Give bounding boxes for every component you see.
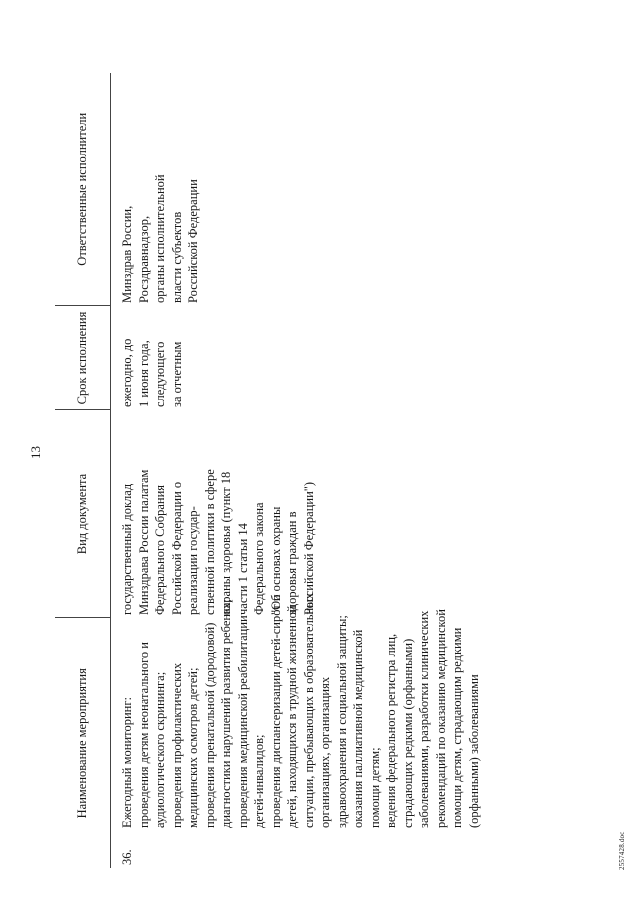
text-line: Федерального Собрания — [153, 484, 167, 615]
text-line: помощи детям; — [367, 747, 382, 828]
table-header-row — [55, 73, 111, 868]
text-line: диагностики нарушений развития ребенка; — [219, 599, 233, 828]
text-line: проведения диспансеризации детей-сирот и — [268, 594, 283, 828]
text-line: детей-инвалидов; — [252, 734, 266, 828]
text-line: здравоохранения и социальной защиты; — [334, 615, 349, 828]
page-number: 13 — [28, 446, 43, 459]
text-line: Ежегодный мониторинг: — [120, 697, 134, 828]
header-activity: Наименование мероприятия — [55, 618, 111, 868]
text-line: Российской Федерации") — [301, 481, 316, 615]
document-type-cell — [111, 410, 483, 618]
text-line: части 1 статьи 14 — [235, 523, 250, 615]
responsible-cell — [111, 73, 483, 306]
document-file-code: 2557428.doc — [618, 831, 626, 870]
text-line: (орфанными) заболеваниями — [466, 674, 481, 828]
text-line: Федерального закона — [252, 502, 266, 615]
text-line: Минздрав России, — [120, 205, 134, 303]
text-line: медицинских осмотров детей; — [186, 667, 200, 828]
text-line: 1 июня года, — [136, 340, 151, 407]
text-line: ственной политики в сфере — [202, 469, 217, 615]
text-line: страдающих редкими (орфанными) — [400, 638, 415, 828]
text-line: ситуации, пребывающих в образовательных — [301, 593, 316, 828]
text-line: проведения медицинской реабилитации — [235, 615, 250, 828]
header-document-type: Вид документа — [55, 410, 111, 618]
text-line: аудиологического скрининга; — [153, 671, 167, 828]
text-line: власти субъектов — [169, 211, 184, 303]
text-line: охраны здоровья (пункт 18 — [219, 471, 233, 615]
text-line: проведения детям неонатального и — [136, 642, 151, 828]
header-deadline: Срок исполнения — [55, 306, 111, 410]
text-line: государственный доклад — [120, 483, 134, 615]
text-line: заболеваниями, разработки клинических — [417, 610, 431, 828]
text-line: здоровья граждан в — [285, 511, 299, 615]
text-line: ведения федерального регистра лиц, — [384, 633, 398, 828]
text-line: организациях, организациях — [318, 676, 332, 828]
text-line: Российской Федерации — [186, 179, 200, 303]
text-line: проведения пренатальной (дородовой) — [202, 622, 217, 828]
text-line: органы исполнительной — [153, 174, 167, 303]
text-line: следующего — [153, 341, 167, 407]
text-line: помощи детям, страдающим редкими — [450, 627, 464, 828]
text-line: ежегодно, до — [120, 338, 134, 407]
row-number: 36. — [120, 849, 134, 865]
text-line: Минздрава России палатам — [136, 469, 151, 615]
text-line: Российской Федерации о — [169, 481, 184, 615]
text-line: реализации государ- — [186, 506, 200, 615]
table-row — [111, 73, 483, 868]
text-line: "Об основах охраны — [268, 506, 283, 615]
header-responsible: Ответственные исполнители — [55, 73, 111, 306]
deadline-cell — [111, 306, 483, 410]
text-line: детей, находящихся в трудной жизненной — [285, 605, 299, 828]
text-line: оказания паллиативной медицинской — [351, 629, 365, 828]
measures-table — [55, 73, 482, 868]
text-line: рекомендаций по оказанию медицинской — [433, 609, 448, 828]
text-line: Росздравнадзор, — [136, 215, 151, 303]
text-line: за отчетным — [169, 341, 184, 407]
text-line: проведения профилактических — [169, 662, 184, 828]
activity-cell — [111, 593, 483, 831]
